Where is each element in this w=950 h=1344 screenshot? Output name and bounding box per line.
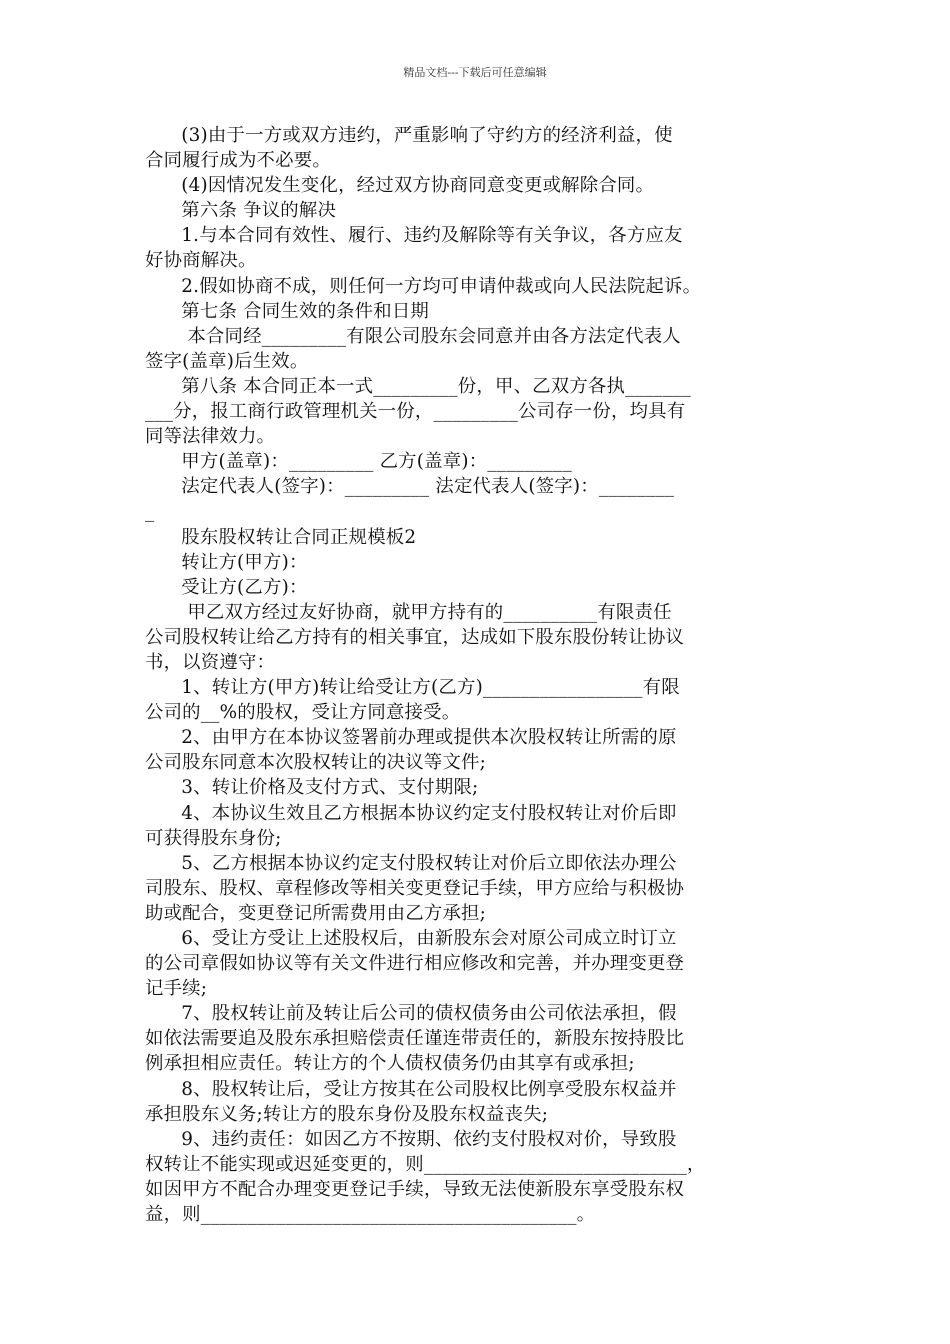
text-line: 好协商解决。 — [145, 250, 257, 272]
document-title: 股东股权转让合同正规模板2 — [145, 526, 417, 548]
text-line: (4)因情况发生变化，经过双方协商同意变更或解除合同。 — [145, 175, 655, 197]
text-line: (3)由于一方或双方违约，严重影响了守约方的经济利益，使 — [145, 125, 673, 146]
page-header: 精品文档---下载后可任意编辑 — [403, 66, 547, 79]
text-line: 公司的__%的股权，受让方同意接受。 — [145, 702, 461, 724]
text-line: 例承担相应责任。转让方的个人债权债务仍由其享有或承担; — [145, 1053, 635, 1075]
text-line: 助或配合，变更登记所需费用由乙方承担; — [145, 902, 487, 924]
signature-line: 甲方(盖章)：_________ 乙方(盖章)：_________ — [145, 451, 572, 473]
signature-line: 法定代表人(签字)：_________ 法定代表人(签字)：________ — [145, 476, 674, 498]
text-line: 可获得股东身份; — [145, 827, 282, 849]
text-line: 4、本协议生效且乙方根据本协议约定支付股权转让对价后即 — [145, 802, 677, 824]
text-line: 同等法律效力。 — [145, 426, 276, 448]
section-heading: 第六条 争议的解决 — [145, 200, 337, 222]
text-line: 益，则________________________________________。 — [145, 1204, 596, 1226]
document-body — [145, 123, 810, 1227]
text-line: 9、违约责任：如因乙方不按期、依约支付股权对价，导致股 — [145, 1128, 677, 1150]
text-line: 公司股权转让给乙方持有的相关事宜，达成如下股东股份转让协议 — [145, 626, 685, 648]
text-line: _ — [145, 501, 155, 523]
text-line: ___分，报工商行政管理机关一份，_________公司存一份，均具有 — [145, 401, 686, 423]
text-line: 8、股权转让后，受让方按其在公司股权比例享受股东权益并 — [145, 1078, 677, 1100]
text-line: 签字(盖章)后生效。 — [145, 350, 309, 372]
section-heading: 第七条 合同生效的条件和日期 — [145, 300, 430, 322]
text-line: 书，以资遵守： — [145, 651, 276, 673]
text-line: 合同履行成为不必要。 — [145, 150, 331, 172]
text-line: 的公司章假如协议等有关文件进行相应修改和完善，并办理变更登 — [145, 953, 685, 975]
text-line: 7、股权转让前及转让后公司的债权债务由公司依法承担，假 — [145, 1003, 677, 1025]
text-line: 3、转让价格及支付方式、支付期限; — [145, 777, 479, 799]
text-line: 如因甲方不配合办理变更登记手续，导致无法使新股东享受股东权 — [145, 1178, 685, 1200]
text-line: 第八条 本合同正本一式_________份，甲、乙双方各执_______ — [145, 375, 691, 397]
text-line: 2.假如协商不成，则任何一方均可申请仲裁或向人民法院起诉。 — [145, 275, 702, 297]
text-line: 2、由甲方在本协议签署前办理或提供本次股权转让所需的原 — [145, 727, 677, 749]
text-line: 如依法需要追及股东承担赔偿责任谨连带责任的，新股东按持股比 — [145, 1028, 685, 1050]
text-line: 本合同经_________有限公司股东会同意并由各方法定代表人 — [145, 325, 681, 347]
text-line: 甲乙双方经过友好协商，就甲方持有的__________有限责任 — [145, 601, 672, 623]
text-line: 5、乙方根据本协议约定支付股权转让对价后立即依法办理公 — [145, 852, 677, 874]
text-line: 司股东、股权、章程修改等相关变更登记手续，甲方应给与积极协 — [145, 877, 685, 899]
text-line: 权转让不能实现或迟延变更的，则____________________________， — [145, 1153, 706, 1175]
text-line: 承担股东义务;转让方的股东身份及股东权益丧失; — [145, 1103, 549, 1125]
text-line: 1、转让方(甲方)转让给受让方(乙方)_________________有限 — [145, 677, 680, 699]
text-line: 公司股东同意本次股权转让的决议等文件; — [145, 752, 487, 774]
party-line: 受让方(乙方)： — [145, 576, 308, 598]
text-line: 记手续; — [145, 978, 208, 1000]
text-line: 1.与本合同有效性、履行、违约及解除等有关争议，各方应友 — [145, 225, 683, 247]
text-line: 6、受让方受让上述股权后，由新股东会对原公司成立时订立 — [145, 928, 677, 949]
party-line: 转让方(甲方)： — [145, 551, 308, 573]
